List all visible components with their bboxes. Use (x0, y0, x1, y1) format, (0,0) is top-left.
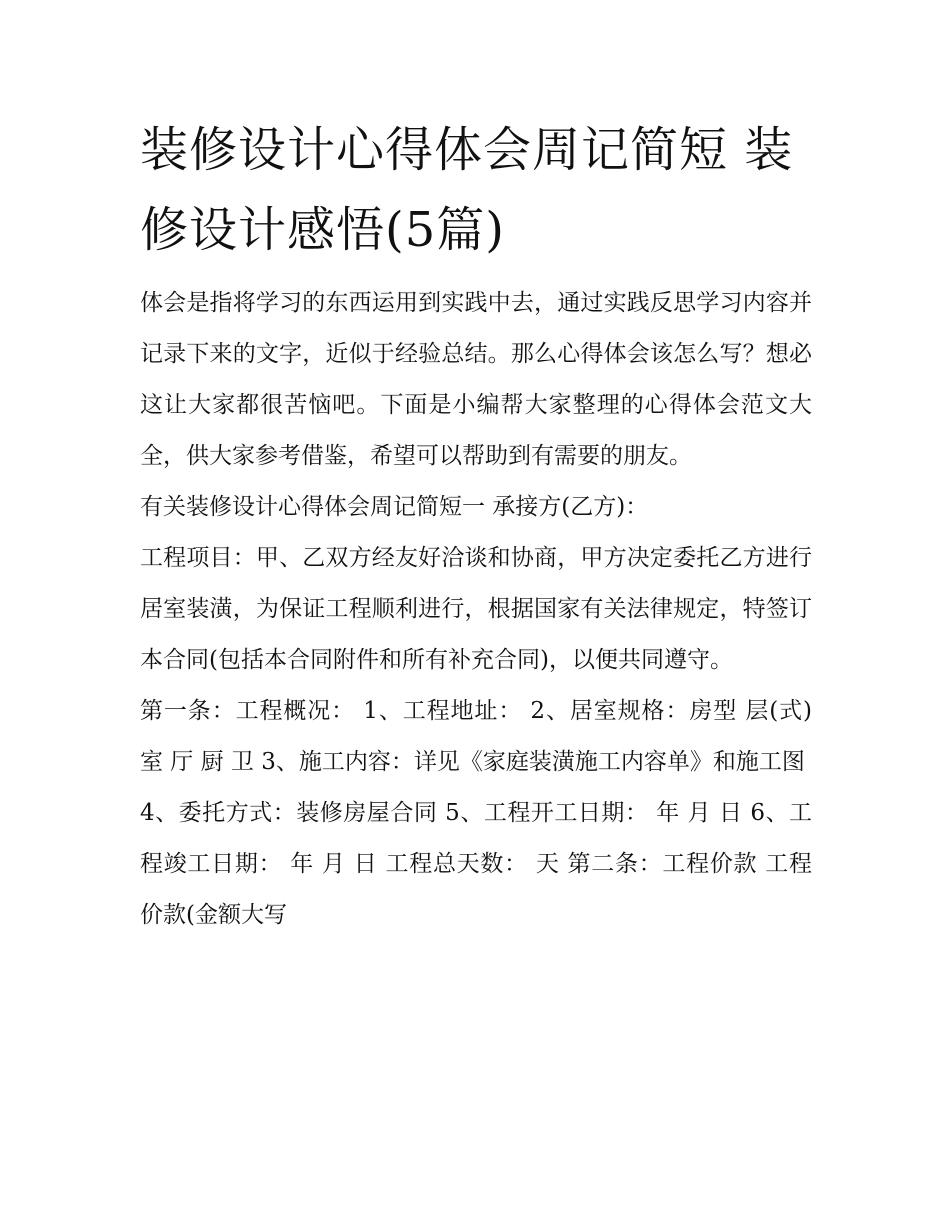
paragraph-section-heading: 有关装修设计心得体会周记简短一 承接方(乙方)： (140, 494, 649, 520)
paragraph-intro: 体会是指将学习的东西运用到实践中去，通过实践反思学习内容并记录下来的文字，近似于经验总结。那么心得体会该怎么写？想必这让大家都很苦恼吧。下面是小编帮大家整理的心得体会范文大全，供大家参考借鉴，希望可以帮助到有需要的朋友。 (140, 290, 812, 469)
document-body (140, 278, 812, 941)
paragraph-article-one: 第一条：工程概况： 1、工程地址： 2、居室规格：房型 层(式) 室 厅 厨 卫 3、施工内容：详见《家庭装潢施工内容单》和施工图 (140, 698, 812, 775)
paragraph-entrust-method: 4、委托方式：装修房屋合同 5、工程开工日期： 年 月 日 6、工程竣工日期： 年 月 日 工程总天数： 天 第二条：工程价款 工程价款(金额大写 (140, 800, 812, 928)
paragraph-project: 工程项目：甲、乙双方经友好洽谈和协商，甲方决定委托乙方进行居室装潢，为保证工程顺利进行，根据国家有关法律规定，特签订本合同(包括本合同附件和所有补充合同)，以便共同遵守。 (140, 545, 812, 673)
document-page (140, 110, 812, 941)
document-title: 装修设计心得体会周记简短 装修设计感悟(5篇) (140, 122, 794, 258)
